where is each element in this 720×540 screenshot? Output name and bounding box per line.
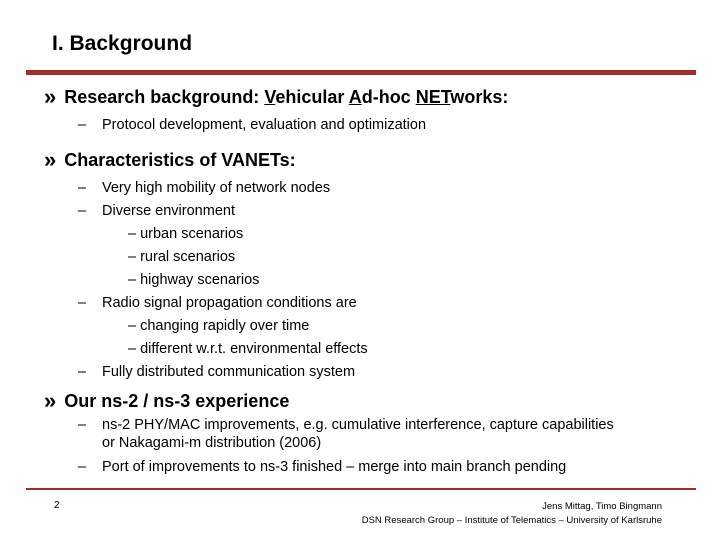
page-number: 2 bbox=[54, 500, 60, 511]
bullet-marker: » bbox=[44, 147, 57, 172]
footer-affiliation: DSN Research Group – Institute of Telematics – University of Karlsruhe bbox=[361, 515, 662, 526]
sub-bullet-diverse-environment: – Diverse environment bbox=[78, 203, 235, 219]
sub-sub-bullet-environmental-effects: – different w.r.t. environmental effects bbox=[128, 341, 368, 357]
sub-sub-bullet-rural: – rural scenarios bbox=[128, 249, 236, 265]
bullet-characteristics: » Characteristics of VANETs: bbox=[44, 147, 296, 172]
sub-bullet-protocol-development: – Protocol development, evaluation and optimization bbox=[78, 117, 427, 133]
bullet-ns-experience: » Our ns-2 / ns-3 experience bbox=[44, 388, 290, 413]
sub-bullet-ns2-improvements-cont: or Nakagami-m distribution (2006) bbox=[102, 435, 322, 451]
bullet-marker: » bbox=[44, 84, 57, 109]
footer bbox=[362, 500, 662, 528]
footer-authors: Jens Mittag, Timo Bingmann bbox=[542, 501, 662, 512]
sub-bullet-high-mobility: – Very high mobility of network nodes bbox=[78, 180, 331, 196]
sub-sub-bullet-urban: – urban scenarios bbox=[128, 226, 244, 242]
sub-sub-bullet-highway: – highway scenarios bbox=[128, 272, 260, 288]
footer-divider bbox=[26, 488, 696, 490]
sub-sub-bullet-changing-rapidly: – changing rapidly over time bbox=[128, 318, 310, 334]
slide-title: I. Background bbox=[52, 32, 193, 55]
title-divider bbox=[26, 70, 696, 75]
sub-bullet-radio-propagation: – Radio signal propagation conditions are bbox=[78, 295, 357, 311]
sub-bullet-distributed-system: – Fully distributed communication system bbox=[78, 364, 356, 380]
sub-bullet-ns3-port: – Port of improvements to ns-3 finished – merge into main branch pending bbox=[78, 459, 567, 475]
sub-bullet-ns2-improvements: – ns-2 PHY/MAC improvements, e.g. cumulative interference, capture capabilities bbox=[78, 417, 614, 433]
bullet-marker: » bbox=[44, 388, 57, 413]
bullet-research-background: » Research background: Vehicular Ad-hoc NETworks: bbox=[44, 84, 509, 109]
